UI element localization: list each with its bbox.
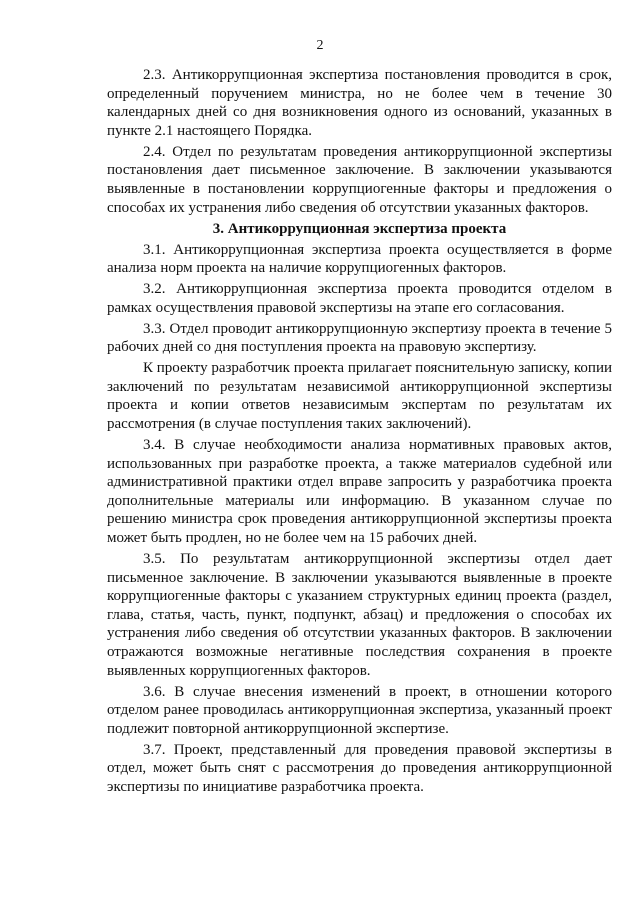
paragraph-3-6: 3.6. В случае внесения изменений в проект, в отношении которого отделом ранее проводилась антикоррупционная экспертиза, указанный проект подлежит повторной антикоррупционной экспертизе. xyxy=(107,683,612,737)
paragraph-3-3: 3.3. Отдел проводит антикоррупционную экспертизу проекта в течение 5 рабочих дней со дня поступления проекта на правовую экспертизу. xyxy=(107,320,612,356)
paragraph-3-1: 3.1. Антикоррупционная экспертиза проекта осуществляется в форме анализа норм проекта на наличие коррупциогенных факторов. xyxy=(107,241,612,277)
page-number: 2 xyxy=(316,38,324,53)
paragraph-3-7: 3.7. Проект, представленный для проведения правовой экспертизы в отдел, может быть снят с рассмотрения до проведения антикоррупционной экспертизы по инициативе разработчика проекта. xyxy=(107,741,612,795)
section-heading-3: 3. Антикоррупционная экспертиза проекта xyxy=(212,220,507,237)
paragraph-3-2: 3.2. Антикоррупционная экспертиза проекта проводится отделом в рамках осуществления правовой экспертизы на этапе его согласования. xyxy=(107,281,612,316)
paragraph-3-3-attachments: К проекту разработчик проекта прилагает пояснительную записку, копии заключений по результатам независимой антикоррупционной экспертизы проекта и копии ответов независимым экспертам по результатам их рассмотрения (в случае поступления таких заключений). xyxy=(107,360,612,433)
paragraph-3-4: 3.4. В случае необходимости анализа нормативных правовых актов, использованных при разработке проекта, а также материалов судебной или административной практики отдел вправе запросить у разработчика проекта дополнительные материалы или информацию. В указанном случае по решению министра срок проведения антикоррупционной экспертизы проекта может быть продлен, но не более чем на 15 рабочих дней. xyxy=(107,437,612,546)
paragraph-2-3: 2.3. Антикоррупционная экспертиза постановления проводится в срок, определенный поручением министра, но не более чем в течение 30 календарных дней со дня возникновения одного из оснований, указанных в пункте 2.1 настоящего Порядка. xyxy=(107,67,612,139)
paragraph-3-5: 3.5. По результатам антикоррупционной экспертизы отдел дает письменное заключение. В заключении указываются выявленные в проекте коррупциогенные факторы с указанием структурных единиц проекта (раздел, глава, статья, часть, пункт, подпункт, абзац) и предложения о способах их устранения либо сведения об отсутствии указанных факторов. В заключении отражаются возможные негативные последствия сохранения в проекте выявленных коррупциогенных факторов. xyxy=(107,550,612,679)
document-body xyxy=(107,66,612,799)
paragraph-2-4: 2.4. Отдел по результатам проведения антикоррупционной экспертизы постановления дает письменное заключение. В заключении указываются выявленные в постановлении коррупциогенные факторы и предложения о способах их устранения либо сведения об отсутствии указанных факторов. xyxy=(107,143,612,216)
